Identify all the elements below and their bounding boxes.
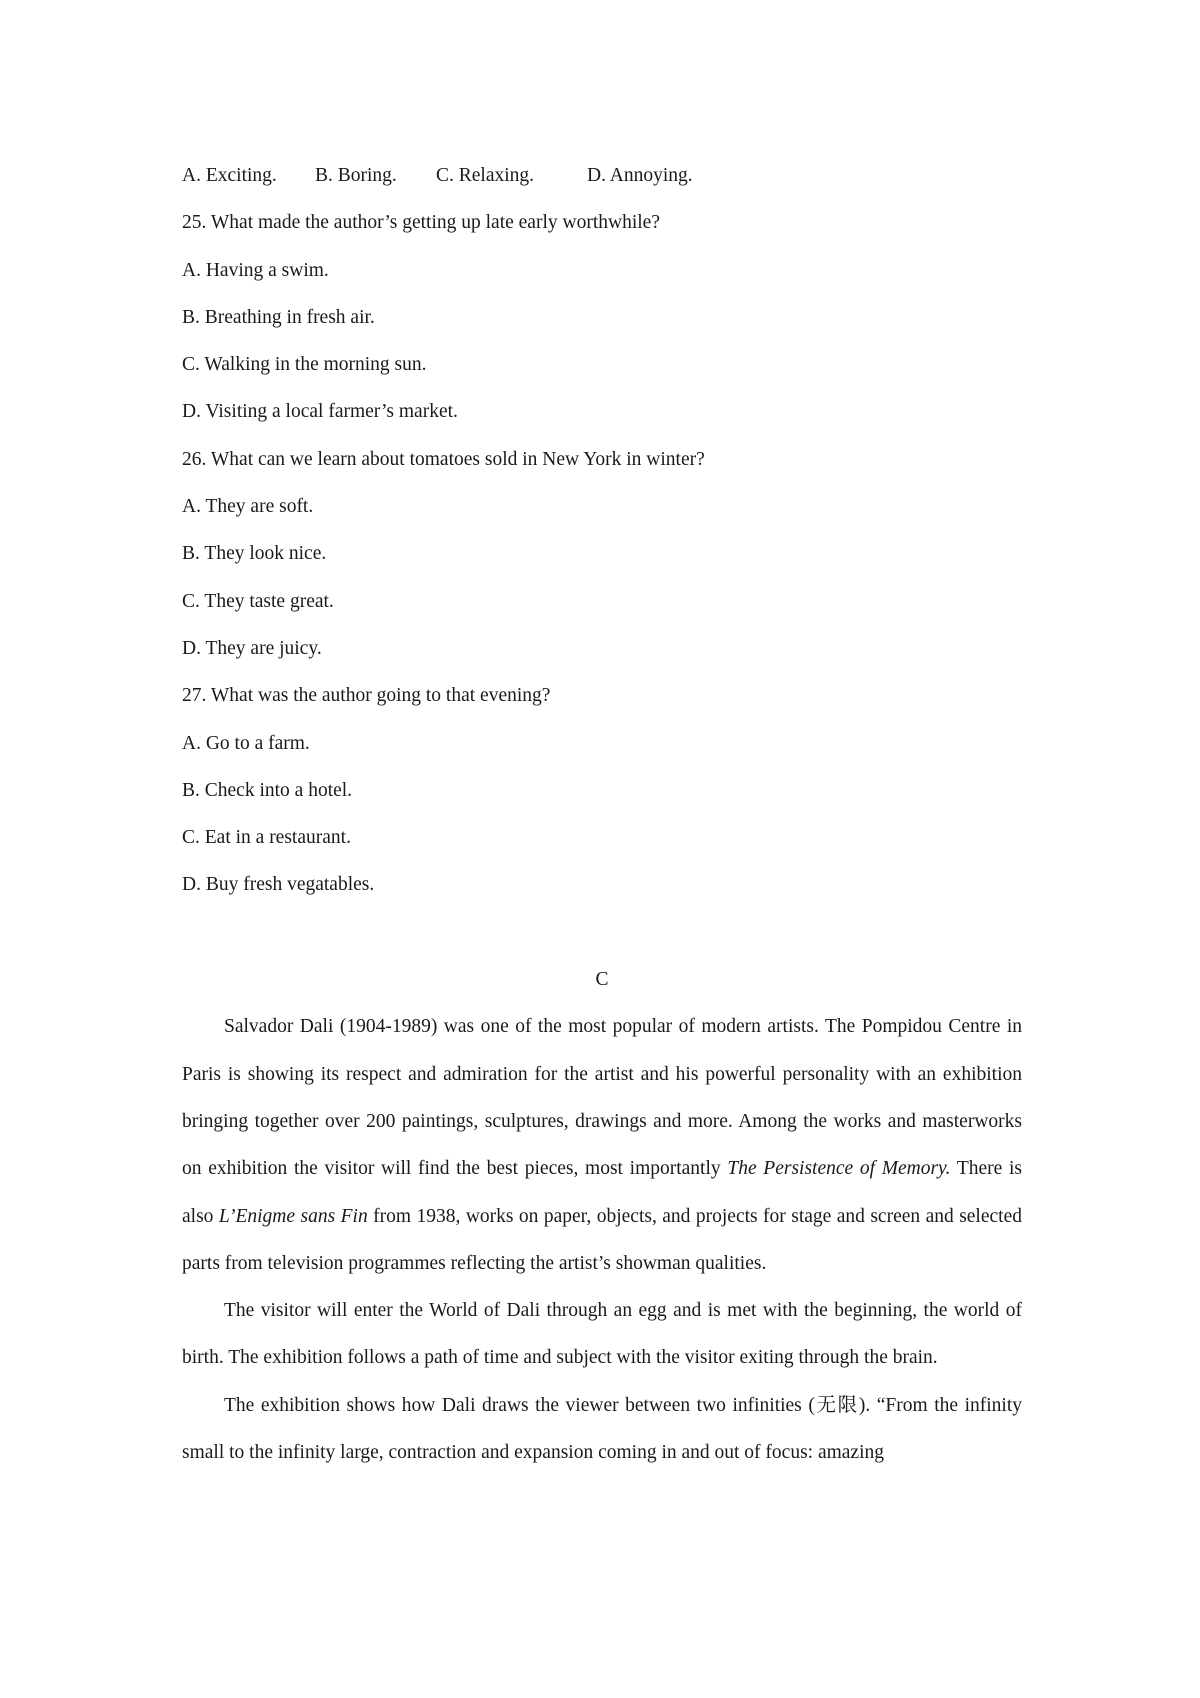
q24-options-row	[182, 152, 1022, 199]
passage-paragraph-3: The exhibition shows how Dali draws the viewer between two infinities (无限). “From the infinity small to the infinity large, contraction and expansion coming in and out of focus: amazing	[182, 1394, 1022, 1464]
q26-question: 26. What can we learn about tomatoes sold in New York in winter?	[182, 448, 705, 470]
q24-option-c: C. Relaxing.	[436, 165, 535, 186]
q27-option-a: A. Go to a farm.	[182, 732, 310, 754]
p1-artwork-title-1: The Persistence of Memory.	[727, 1158, 951, 1180]
q26-option-d: D. They are juicy.	[182, 637, 322, 659]
section-spacer	[182, 909, 1022, 956]
q24-option-a: A. Exciting.	[182, 165, 277, 186]
q27-option-b: B. Check into a hotel.	[182, 779, 353, 801]
q25-option-b: B. Breathing in fresh air.	[182, 306, 375, 328]
q25-question: 25. What made the author’s getting up late early worthwhile?	[182, 212, 660, 234]
q25-option-a: A. Having a swim.	[182, 259, 329, 281]
q27-option-d: D. Buy fresh vegatables.	[182, 874, 375, 896]
exam-page	[182, 152, 1022, 1476]
q24-option-d: D. Annoying.	[587, 165, 693, 186]
q25-option-c: C. Walking in the morning sun.	[182, 354, 427, 376]
q25-option-d: D. Visiting a local farmer’s market.	[182, 401, 458, 423]
p1-text-3: from 1938, works on paper, objects, and projects for stage and screen and selected parts from television programmes reflecting the artist’s showman qualities.	[182, 1205, 1022, 1274]
q24-option-b: B. Boring.	[315, 165, 397, 186]
section-c-passage	[182, 1003, 1022, 1476]
p1-artwork-title-2: L’Enigme sans Fin	[218, 1205, 368, 1227]
passage-paragraph-1	[182, 1003, 1022, 1287]
q26-option-c: C. They taste great.	[182, 590, 334, 612]
q26-option-a: A. They are soft.	[182, 496, 314, 518]
passage-paragraph-2: The visitor will enter the World of Dali through an egg and is met with the beginning, the world of birth. The exhibition follows a path of time and subject with the visitor exiting through the brain.	[182, 1300, 1022, 1369]
section-c-title: C	[595, 969, 609, 991]
p1-text-2: There is also	[182, 1158, 1023, 1227]
q27-option-c: C. Eat in a restaurant.	[182, 827, 351, 849]
q26-option-b: B. They look nice.	[182, 543, 327, 565]
p1-text-1: Salvador Dali (1904-1989) was one of the most popular of modern artists. The Pompidou Centre in Paris is showing its respect and admiration for the artist and his powerful personality with an exhibition bringing together over 200 paintings, sculptures, drawings and more. Among the works and masterworks on exhibition the visitor will find the best pieces, most importantly	[182, 1016, 1022, 1180]
q27-question: 27. What was the author going to that evening?	[182, 685, 551, 707]
